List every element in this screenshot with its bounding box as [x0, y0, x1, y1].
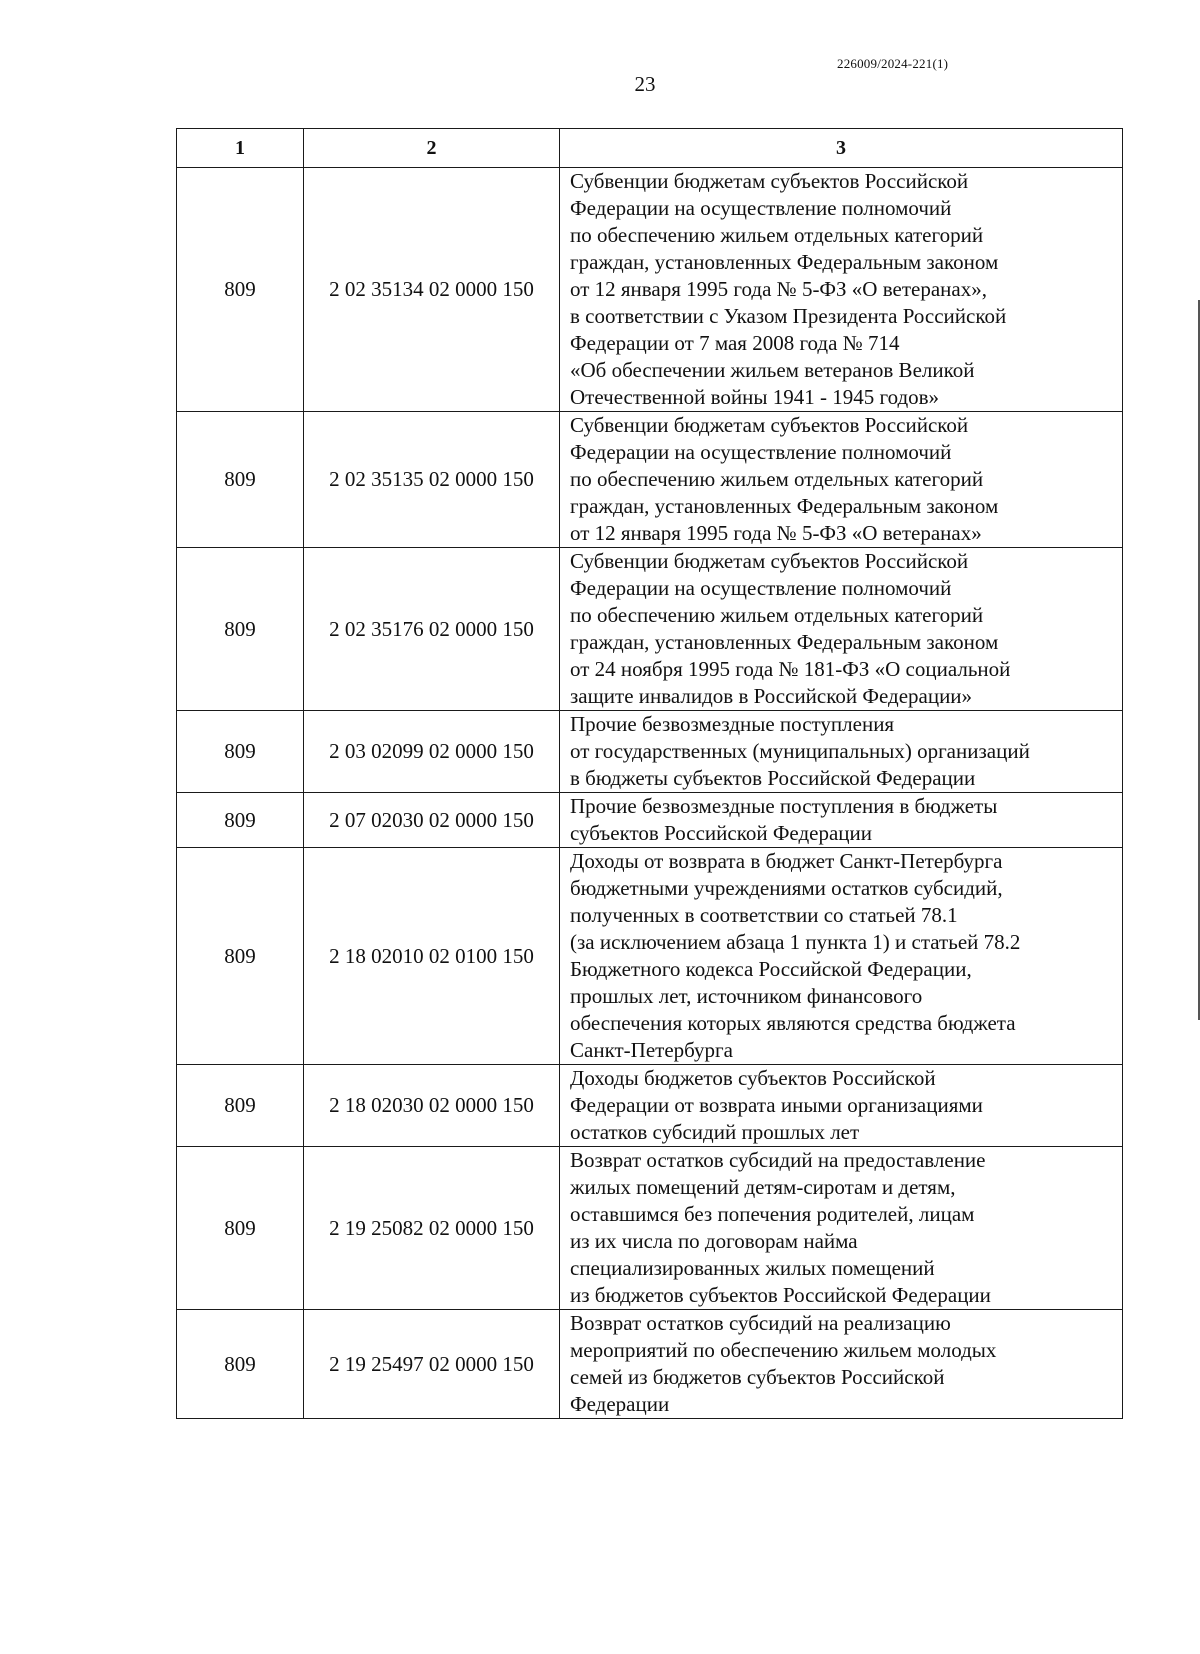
- admin-code-cell: 809: [177, 1310, 304, 1419]
- description-cell: Доходы от возврата в бюджет Санкт-Петербурга бюджетными учреждениями остатков субсидий, полученных в соответствии со статьей 78.1 (за исключением абзаца 1 пункта 1) и статьей 78.2 Бюджетного кодекса Российской Федерации, прошлых лет, источником финансового обеспечения которых являются средства бюджета Санкт-Петербурга: [560, 848, 1123, 1065]
- description-cell: Возврат остатков субсидий на реализацию мероприятий по обеспечению жильем молодых семей из бюджетов субъектов Российской Федерации: [560, 1310, 1123, 1419]
- revenue-code-cell: 2 19 25082 02 0000 150: [304, 1147, 560, 1310]
- description-cell: Субвенции бюджетам субъектов Российской Федерации на осуществление полномочий по обеспечению жильем отдельных категорий граждан, установленных Федеральным законом от 12 января 1995 года № 5-ФЗ «О ветеранах», в соответствии с Указом Президента Российской Федерации от 7 мая 2008 года № 714 «Об обеспечении жильем ветеранов Великой Отечественной войны 1941 - 1945 годов»: [560, 168, 1123, 412]
- admin-code-cell: 809: [177, 848, 304, 1065]
- table-row: [177, 168, 1123, 412]
- revenue-code-cell: 2 02 35134 02 0000 150: [304, 168, 560, 412]
- budget-revenue-table: [176, 128, 1123, 1419]
- admin-code-cell: 809: [177, 711, 304, 793]
- description-cell: Доходы бюджетов субъектов Российской Федерации от возврата иными организациями остатков субсидий прошлых лет: [560, 1065, 1123, 1147]
- description-cell: Субвенции бюджетам субъектов Российской Федерации на осуществление полномочий по обеспечению жильем отдельных категорий граждан, установленных Федеральным законом от 24 ноября 1995 года № 181-ФЗ «О социальной защите инвалидов в Российской Федерации»: [560, 548, 1123, 711]
- revenue-code-cell: 2 03 02099 02 0000 150: [304, 711, 560, 793]
- description-cell: Субвенции бюджетам субъектов Российской Федерации на осуществление полномочий по обеспечению жильем отдельных категорий граждан, установленных Федеральным законом от 12 января 1995 года № 5-ФЗ «О ветеранах»: [560, 412, 1123, 548]
- description-cell: Прочие безвозмездные поступления в бюджеты субъектов Российской Федерации: [560, 793, 1123, 848]
- admin-code-cell: 809: [177, 412, 304, 548]
- header-column-3: 3: [560, 129, 1123, 168]
- table-header-row: [177, 129, 1123, 168]
- description-cell: Прочие безвозмездные поступления от государственных (муниципальных) организаций в бюджеты субъектов Российской Федерации: [560, 711, 1123, 793]
- admin-code-cell: 809: [177, 1065, 304, 1147]
- table-row: [177, 1310, 1123, 1419]
- header-column-2: 2: [304, 129, 560, 168]
- header-column-1: 1: [177, 129, 304, 168]
- table-row: [177, 1065, 1123, 1147]
- description-cell: Возврат остатков субсидий на предоставление жилых помещений детям-сиротам и детям, оставшимся без попечения родителей, лицам из их числа по договорам найма специализированных жилых помещений из бюджетов субъектов Российской Федерации: [560, 1147, 1123, 1310]
- admin-code-cell: 809: [177, 168, 304, 412]
- revenue-code-cell: 2 02 35135 02 0000 150: [304, 412, 560, 548]
- revenue-code-cell: 2 02 35176 02 0000 150: [304, 548, 560, 711]
- revenue-code-cell: 2 07 02030 02 0000 150: [304, 793, 560, 848]
- table-row: [177, 1147, 1123, 1310]
- table-row: [177, 412, 1123, 548]
- table-row: [177, 711, 1123, 793]
- revenue-code-cell: 2 18 02010 02 0100 150: [304, 848, 560, 1065]
- revenue-code-cell: 2 19 25497 02 0000 150: [304, 1310, 560, 1419]
- admin-code-cell: 809: [177, 1147, 304, 1310]
- page-number: 23: [634, 72, 656, 96]
- table-row: [177, 793, 1123, 848]
- document-number: 226009/2024-221(1): [837, 56, 949, 71]
- admin-code-cell: 809: [177, 793, 304, 848]
- table-row: [177, 848, 1123, 1065]
- revenue-code-cell: 2 18 02030 02 0000 150: [304, 1065, 560, 1147]
- table-row: [177, 548, 1123, 711]
- admin-code-cell: 809: [177, 548, 304, 711]
